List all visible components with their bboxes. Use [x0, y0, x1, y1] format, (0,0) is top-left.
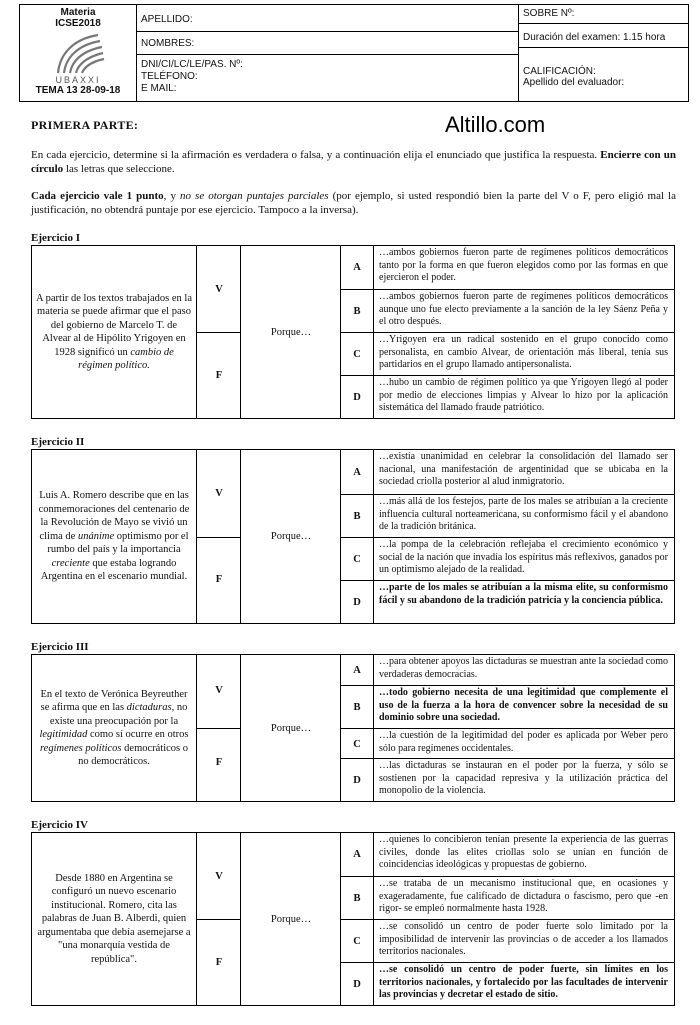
section-title: PRIMERA PARTE: [31, 118, 139, 132]
divider [518, 5, 519, 101]
divider [518, 47, 688, 48]
true-option[interactable]: V [215, 685, 223, 696]
instructions-emphasis: Encierre con un círculo [31, 149, 676, 175]
question-text: A partir de los textos trabajados en la materia se puede afirmar que el paso del gobierno de Marcelo T. de Alvear al de Hipólito Yrigoyen en 1928 significó un [36, 292, 192, 358]
option-text: …ambos gobiernos fueron parte de regímenes políticos democráticos aunque uno fue electo previamente a la sanción de la ley Sáenz Peña y el otro después. [379, 291, 668, 327]
instructions-text: las letras que seleccione. [63, 163, 175, 175]
option-b[interactable] [341, 289, 674, 333]
materia-code: ICSE2018 [55, 18, 101, 29]
divider [197, 919, 241, 920]
option-text: …hubo un cambio de régimen político ya que Yrigoyen llegó al poder por medio de elecciones limpias y Alvear lo hizo por la aplicación sistemática del llamado fraude patriótico. [379, 377, 668, 413]
scoring-italic: no se otorgan puntajes parciales [180, 190, 329, 202]
question-text: democráticos o no democráticos. [78, 742, 189, 767]
exam-header [19, 4, 689, 102]
ubaxxi-logo-icon [48, 31, 108, 75]
watermark: Altillo.com [445, 112, 546, 137]
option-a[interactable] [341, 833, 674, 876]
instructions-text: En cada ejercicio, determine si la afirmación es verdadera o falsa, y a continuación elija el enunciado que justifica la respuesta. [31, 149, 598, 161]
scoring-paragraph [31, 189, 676, 217]
option-letter[interactable]: D [341, 376, 374, 419]
option-text: …Yrigoyen era un radical sostenido en el grupo conocido como personalista, en cambio Alvear, de orientación más liberal, tenía sus partidarios en el grupo llamado antipersonalista. [379, 334, 668, 370]
option-text: …todo gobierno necesita de una legitimidad que complemente el uso de la fuerza a la hora de convencer sobre la necesidad de su dominio sobre una sociedad. [379, 687, 668, 723]
instructions-paragraph [31, 148, 676, 176]
exercise-title: Ejercicio IV [31, 819, 88, 831]
question-text: optimismo por el rumbo del país y la importancia [47, 530, 189, 556]
option-letter[interactable]: C [341, 333, 374, 376]
divider [197, 537, 241, 538]
materia-label: Materia [60, 7, 96, 18]
option-b[interactable] [341, 685, 674, 729]
question-text: Luis A. Romero describe que en las conmemoraciones del centenario de la Revolución de Mayo se vivió un clima de [38, 490, 190, 542]
option-letter[interactable]: C [341, 729, 374, 759]
option-a[interactable] [341, 246, 674, 289]
option-c[interactable] [341, 919, 674, 963]
option-letter[interactable]: C [341, 920, 374, 963]
porque-label: Porque… [240, 833, 341, 1005]
dni-field[interactable]: DNI/CI/LC/LE/PAS. Nº: [141, 59, 243, 70]
porque-label: Porque… [240, 246, 341, 418]
true-false-column [196, 655, 241, 801]
false-option[interactable]: F [215, 574, 223, 585]
question-text: como sí ocurre en otros [87, 729, 189, 740]
option-letter[interactable]: B [341, 877, 374, 920]
option-text: …la pompa de la celebración reflejaba el crecimiento económico y social de la nación que invadía los espíritus más reflexivos, ganados por un optimismo alejado de la realidad. [379, 539, 668, 575]
option-text: …ambos gobiernos fueron parte de regímenes políticos democráticos tanto por la forma en que fueron elegidos como por las formas en que ejercieron el poder. [379, 247, 668, 283]
exercise-2 [31, 449, 675, 624]
options-column [340, 246, 674, 418]
exercise-question [32, 450, 196, 623]
exercise-4 [31, 832, 675, 1006]
option-text: …para obtener apoyos las dictaduras se muestran ante la sociedad como verdaderas democracias. [379, 656, 668, 680]
question-italic: regímenes políticos [39, 742, 122, 754]
option-text: …las dictaduras se instauran en el poder por la fuerza, y sólo se sostienen por la capacidad represiva y la utilización práctica del monopolio de la violencia. [379, 760, 668, 796]
option-letter[interactable]: B [341, 686, 374, 729]
option-d[interactable] [341, 962, 674, 1006]
option-letter[interactable]: D [341, 759, 374, 802]
scoring-emphasis: Cada ejercicio vale 1 punto [31, 190, 164, 202]
question-text: , no existe una preocupación por la [49, 702, 188, 727]
evaluator-field[interactable]: Apellido del evaluador: [523, 77, 625, 88]
true-option[interactable]: V [215, 284, 223, 295]
telefono-field[interactable]: TELÉFONO: [141, 71, 198, 82]
option-a[interactable] [341, 655, 674, 685]
option-d[interactable] [341, 375, 674, 419]
brand-name: UBAXXI [55, 75, 101, 85]
nombres-field[interactable]: NOMBRES: [141, 38, 195, 49]
question-text: que estaba logrando Argentina en el escenario mundial. [40, 557, 188, 583]
true-false-column [196, 450, 241, 623]
option-text: …la cuestión de la legitimidad del poder es aplicada por Weber pero sólo para regímenes occidentales. [379, 730, 668, 754]
sobre-field[interactable]: SOBRE Nº: [523, 8, 575, 19]
options-column [340, 655, 674, 801]
question-text: Desde 1880 en Argentina se configuró un nuevo escenario institucional. Romero, cita las palabras de Juan B. Alberdi, quien argumentaba que debía asemejarse a "una monarquía vestida de república". [37, 872, 191, 965]
option-b[interactable] [341, 494, 674, 538]
divider [136, 31, 518, 32]
false-option[interactable]: F [215, 957, 223, 968]
true-option[interactable]: V [215, 488, 223, 499]
option-letter[interactable]: B [341, 495, 374, 538]
option-letter[interactable]: A [341, 246, 374, 289]
porque-label: Porque… [240, 655, 341, 801]
false-option[interactable]: F [215, 757, 223, 768]
option-letter[interactable]: A [341, 655, 374, 685]
option-text: …quienes lo concibieron tenían presente la experiencia de las guerras civiles, donde las elites criollas solo se unían en función de coincidencias ideológicas y propuestas de gobierno. [379, 834, 668, 870]
subject-box [20, 5, 136, 101]
options-column [340, 450, 674, 623]
email-field[interactable]: E MAIL: [141, 83, 177, 94]
exercise-title: Ejercicio III [31, 641, 89, 653]
divider [197, 332, 241, 333]
option-letter[interactable]: A [341, 450, 374, 494]
true-false-column [196, 833, 241, 1005]
scoring-text: , y [163, 190, 180, 202]
option-text: …se trataba de un mecanismo institucional que, en ocasiones y exageradamente, fue calificado de dictadura o fascismo, pero que -en rigor- se empleó normalmente hasta 1928. [379, 878, 668, 914]
option-text: …se consolidó un centro de poder fuerte, sin límites en los territorios nacionales, y fortalecido por las facultades de intervenir las provincias y decretar el estado de sitio. [379, 964, 668, 1000]
question-italic: dictaduras [126, 702, 172, 713]
false-option[interactable]: F [215, 370, 223, 381]
option-text: …más allá de los festejos, parte de los males se atribuían a la creciente influencia cultural norteamericana, su conformismo fácil y el abandono de la tradición británica. [379, 496, 668, 532]
option-text: …parte de los males se atribuían a la misma elite, su conformismo fácil y su abandono de la tradición patricia y la conciencia pública. [379, 582, 668, 606]
divider [197, 728, 241, 729]
exercise-title: Ejercicio II [31, 436, 85, 448]
option-letter[interactable]: D [341, 581, 374, 624]
option-text: …existía unanimidad en celebrar la consolidación del llamado ser nacional, una manifestación de argentinidad que se ubicaba en la sociedad criolla posterior al alud inmigratorio. [379, 451, 668, 487]
porque-label: Porque… [240, 450, 341, 623]
question-text: En el texto de Verónica Beyreuther se afirma que en las [40, 688, 188, 713]
options-column [340, 833, 674, 1005]
option-c[interactable] [341, 537, 674, 581]
divider [518, 23, 688, 24]
exercise-question [32, 246, 196, 418]
option-letter[interactable]: C [341, 538, 374, 581]
duration-text: Duración del examen: 1.15 hora [523, 32, 666, 43]
option-a[interactable] [341, 450, 674, 494]
option-text: …se consolidó un centro de poder fuerte solo limitado por la imposibilidad de intervenir las provincias o de acceder a los llamados territorios nacionales. [379, 921, 668, 957]
option-letter[interactable]: B [341, 290, 374, 333]
exercise-3 [31, 654, 675, 802]
grade-field[interactable]: CALIFICACIÓN: [523, 66, 596, 77]
exercise-title: Ejercicio I [31, 232, 80, 244]
true-option[interactable]: V [215, 871, 223, 882]
option-b[interactable] [341, 876, 674, 920]
true-false-column [196, 246, 241, 418]
option-d[interactable] [341, 580, 674, 624]
scoring-text: (por ejemplo, si usted respondió bien la parte del V o F, pero eligió mal la justificación, no obtendrá puntaje por ese ejercicio. Tampoco a la inversa). [31, 190, 676, 216]
question-italic: creciente [51, 557, 90, 569]
question-italic: unánime [77, 530, 115, 542]
question-italic: legitimidad [39, 729, 88, 740]
option-letter[interactable]: A [341, 833, 374, 876]
exercise-question [32, 655, 196, 801]
option-d[interactable] [341, 758, 674, 802]
option-letter[interactable]: D [341, 963, 374, 1006]
question-italic: cambio de régimen político. [78, 346, 174, 371]
divider [136, 54, 518, 55]
exercise-1 [31, 245, 675, 419]
divider [136, 5, 137, 101]
exercise-question [32, 833, 196, 1005]
tema-date: TEMA 13 28-09-18 [35, 85, 121, 96]
apellido-field[interactable]: APELLIDO: [141, 14, 193, 25]
option-c[interactable] [341, 728, 674, 759]
option-c[interactable] [341, 332, 674, 376]
